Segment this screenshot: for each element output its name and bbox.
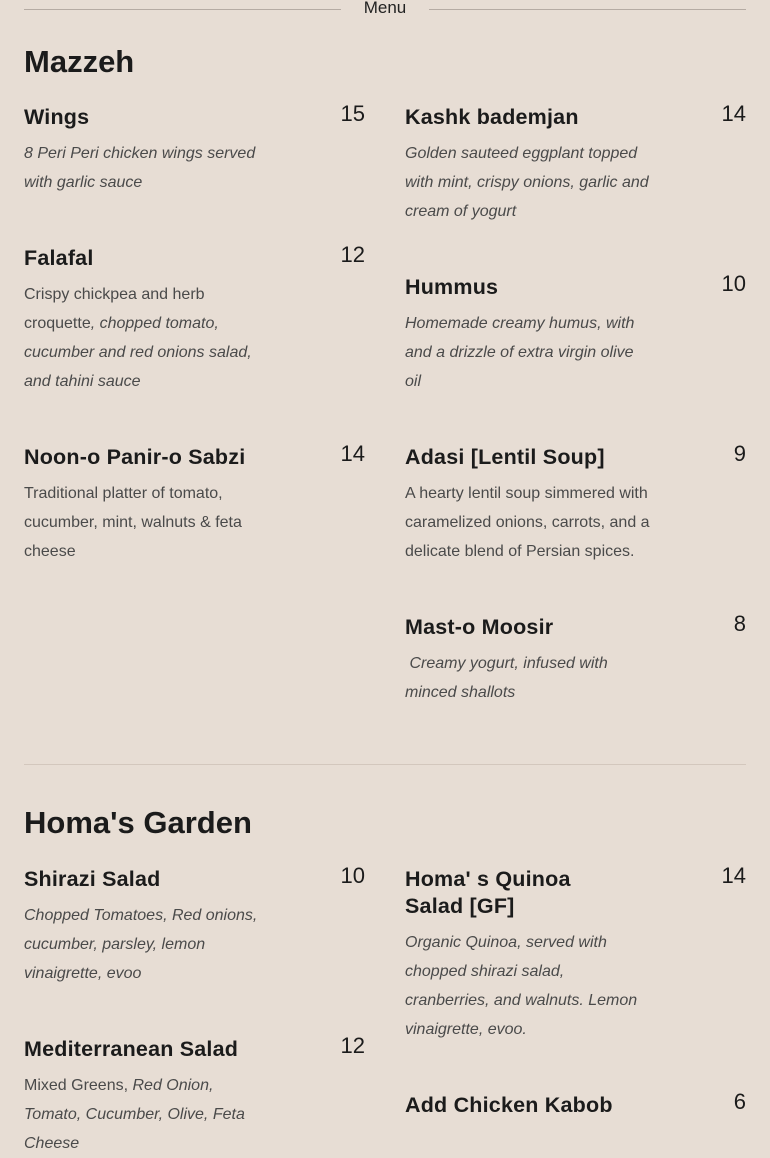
- item-name: Falafal: [24, 246, 94, 270]
- header-rule-right: [429, 9, 746, 10]
- item-description: [405, 479, 653, 566]
- item-description: [405, 139, 653, 226]
- item-name: Add Chicken Kabob: [405, 1093, 613, 1117]
- item-price: 14: [721, 863, 746, 888]
- section-title-homas-garden: Homa's Garden: [24, 805, 252, 840]
- item-name: Mast-o Moosir: [405, 615, 554, 639]
- item-name: Mediterranean Salad: [24, 1037, 239, 1061]
- item-desc-plain: Mixed Greens,: [24, 1077, 133, 1094]
- item-desc-italic: Creamy yogurt, infused with minced shallots: [405, 655, 613, 701]
- menu-item-falafal: [24, 242, 365, 396]
- item-name: Wings: [24, 105, 90, 129]
- section-title-mazzeh: Mazzeh: [24, 44, 135, 79]
- item-desc-italic: 8 Peri Peri chicken wings served with garlic sauce: [24, 145, 256, 191]
- menu-item-homas-quinoa-salad: [405, 863, 746, 1044]
- item-name: Hummus: [405, 275, 499, 299]
- menu-item-shirazi-salad: [24, 863, 365, 988]
- item-description: [24, 901, 272, 988]
- item-price: 12: [340, 1033, 365, 1058]
- item-price: 12: [340, 242, 365, 267]
- item-description: [405, 928, 653, 1044]
- menu-item-wings: [24, 101, 365, 197]
- item-name: Noon-o Panir-o Sabzi: [24, 445, 246, 469]
- item-desc-italic: Red Onion, Tomato, Cucumber, Olive, Feta Cheese: [24, 1077, 245, 1152]
- item-desc-italic: Organic Quinoa, served with chopped shirazi salad, cranberries, and walnuts. Lemon vinaigrette, evoo.: [405, 934, 638, 1038]
- item-price: 14: [340, 441, 365, 466]
- menu-item-add-chicken-kabob: [405, 1089, 746, 1119]
- menu-header-label: Menu: [363, 0, 407, 17]
- item-price: 14: [721, 101, 746, 126]
- item-desc-plain: Traditional platter of tomato, cucumber, mint, walnuts & feta cheese: [24, 485, 242, 560]
- item-name: Kashk bademjan: [405, 105, 579, 129]
- item-name: Homa' s Quinoa Salad [GF]: [405, 867, 571, 918]
- item-name: Shirazi Salad: [24, 867, 161, 891]
- item-desc-italic: Chopped Tomatoes, Red onions, cucumber, parsley, lemon vinaigrette, evoo: [24, 907, 258, 982]
- item-description: [24, 280, 272, 396]
- menu-item-noon-o-panir-o-sabzi: [24, 441, 365, 566]
- item-description: [405, 649, 653, 707]
- item-description: [24, 1071, 272, 1158]
- item-desc-italic: Golden sauteed eggplant topped with mint, crispy onions, garlic and cream of yogurt: [405, 145, 649, 220]
- item-price: 10: [721, 271, 746, 296]
- item-description: [24, 139, 272, 197]
- menu-header: [24, 0, 746, 20]
- menu-item-mast-o-moosir: [405, 611, 746, 707]
- menu-item-adasi: [405, 441, 746, 566]
- item-description: [24, 479, 272, 566]
- item-price: 10: [340, 863, 365, 888]
- item-description: [405, 309, 653, 396]
- menu-item-kashk-bademjan: [405, 101, 746, 226]
- item-desc-italic: , chopped tomato, cucumber and red onions salad, and tahini sauce: [24, 315, 252, 390]
- item-price: 6: [733, 1089, 746, 1114]
- item-price: 15: [340, 101, 365, 126]
- item-price: 8: [733, 611, 746, 636]
- menu-item-mediterranean-salad: [24, 1033, 365, 1158]
- item-name: Adasi [Lentil Soup]: [405, 445, 605, 469]
- section-divider: [24, 764, 746, 765]
- item-desc-plain: Crispy chickpea and herb croquette: [24, 286, 205, 332]
- item-price: 9: [733, 441, 746, 466]
- item-desc-italic: Homemade creamy humus, with and a drizzle of extra virgin olive oil: [405, 315, 635, 390]
- item-desc-plain: A hearty lentil soup simmered with caramelized onions, carrots, and a delicate blend of Persian spices.: [405, 485, 650, 560]
- menu-item-hummus: [405, 271, 746, 396]
